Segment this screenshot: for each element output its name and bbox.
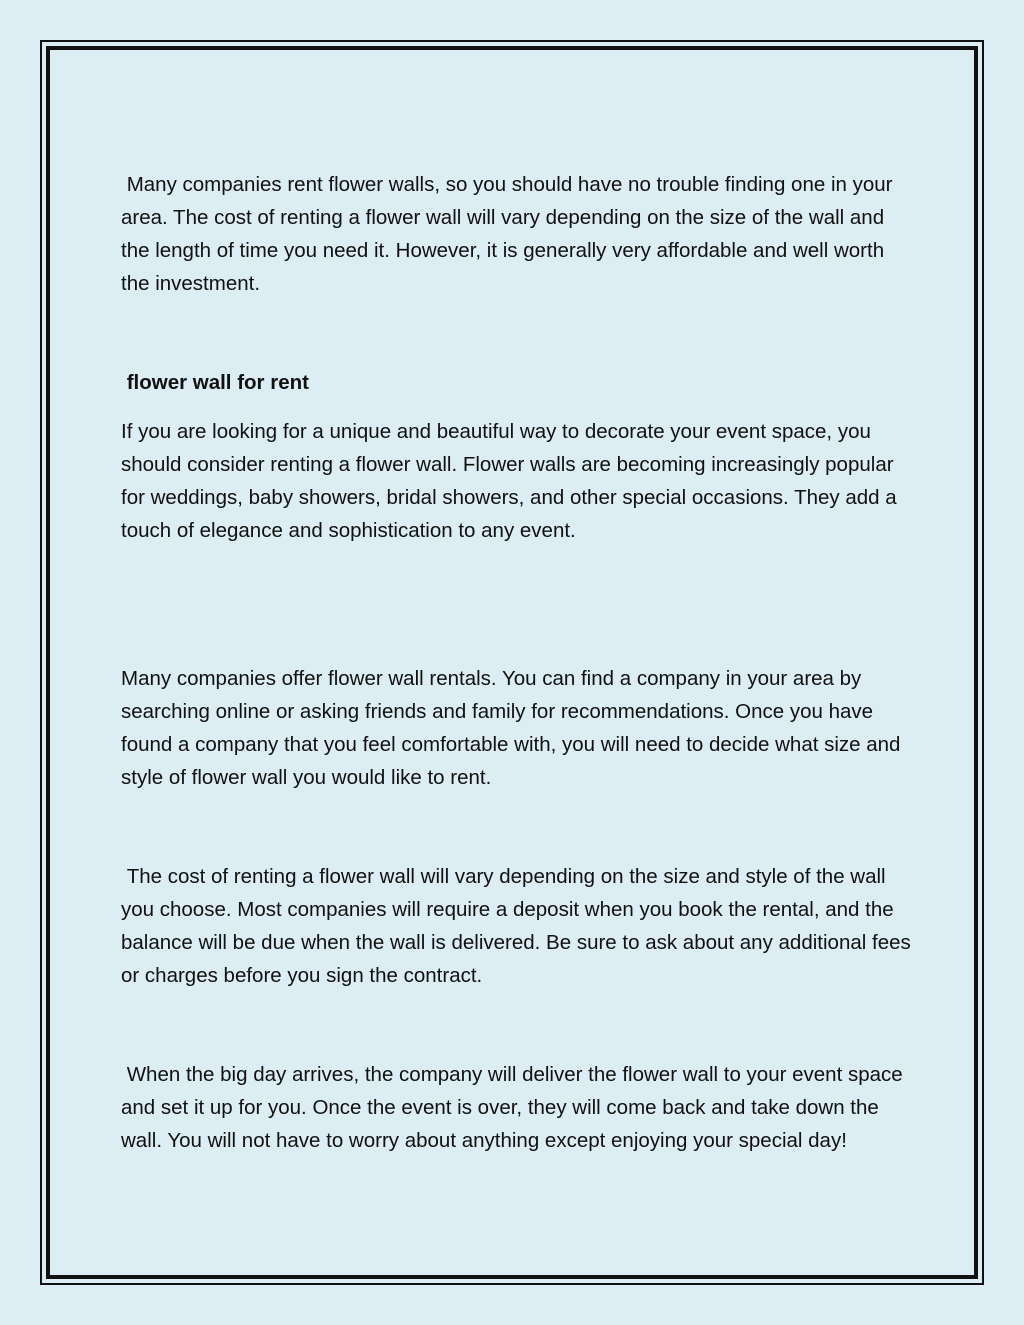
paragraph-companies: Many companies offer flower wall rentals. You can find a company in your area by searching online or asking friends and family for recommendations. Once you have found a company that you feel comfortable with, you will need to decide what size and style of flower wall you would like to rent.: [121, 667, 907, 789]
paragraph-big-day: When the big day arrives, the company will deliver the flower wall to your event space and set it up for you. Once the event is over, they will come back and take down the wall. You will not have to worry about anything except enjoying your special day!: [121, 1063, 909, 1152]
section-heading: flower wall for rent: [121, 371, 309, 394]
paragraph-consider: If you are looking for a unique and beautiful way to decorate your event space, you should consider renting a flower wall. Flower walls are becoming increasingly popular for weddings, baby showers, bridal showers, and other special occasions. They add a touch of elegance and sophistication to any event.: [121, 420, 903, 542]
paragraph-intro: Many companies rent flower walls, so you should have no trouble finding one in your area. The cost of renting a flower wall will vary depending on the size of the wall and the length of time you need it. However, it is generally very affordable and well worth the investment.: [121, 173, 899, 295]
document-body: [121, 168, 917, 1157]
paragraph-cost: The cost of renting a flower wall will vary depending on the size and style of the wall you choose. Most companies will require a deposit when you book the rental, and the balance will be due when the wall is delivered. Be sure to ask about any additional fees or charges before you sign the contract.: [121, 865, 917, 987]
